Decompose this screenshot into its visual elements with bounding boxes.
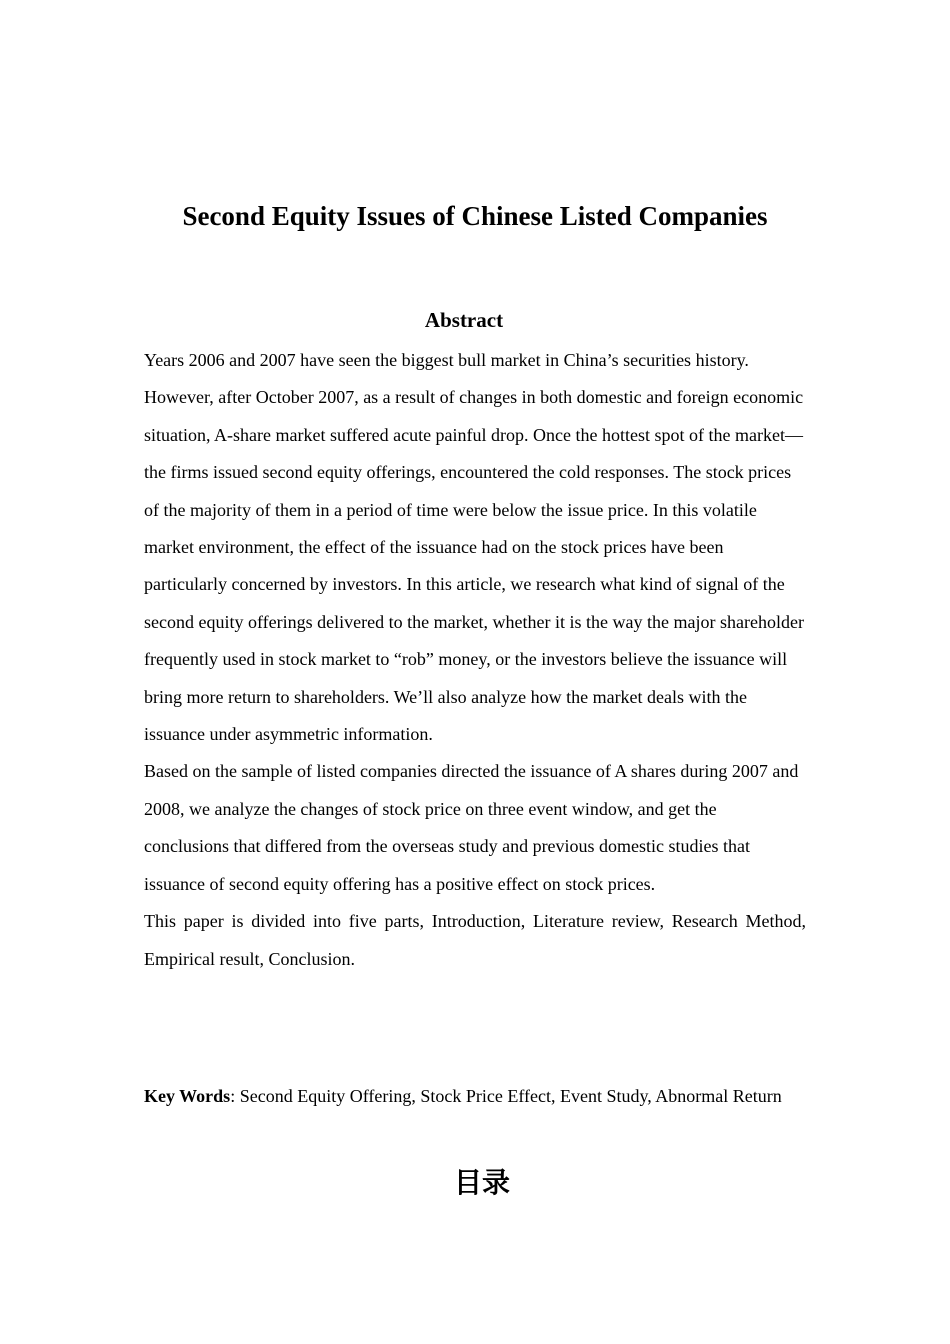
keywords-line [144,1078,806,1115]
keywords-text: Second Equity Offering, Stock Price Effect, Event Study, Abnormal Return [239,1086,782,1106]
keywords-label: Key Words [144,1086,231,1106]
abstract-paragraph-2: Based on the sample of listed companies directed the issuance of A shares during 2007 and 2008, we analyze the changes of stock price on three event window, and get the conclusions that differed from the overseas study and previous domestic studies that issuance of second equity offering has a positive effect on stock prices. [144,761,799,894]
abstract-heading: Abstract [424,308,504,332]
document-title: Second Equity Issues of Chinese Listed Companies [182,201,768,231]
keywords-separator: : [230,1086,240,1106]
abstract-paragraph-3: This paper is divided into five parts, Introduction, Literature review, Research Method, Empirical result, Conclusion. [144,911,806,969]
abstract-paragraph-1: Years 2006 and 2007 have seen the biggest bull market in China’s securities history. However, after October 2007, as a result of changes in both domestic and foreign economic situation, A-share market suffered acute painful drop. Once the hottest spot of the market—the firms issued second equity offerings, encountered the cold responses. The stock prices of the majority of them in a period of time were below the issue price. In this volatile market environment, the effect of the issuance had on the stock prices have been particularly concerned by investors. In this article, we research what kind of signal of the second equity offerings delivered to the market, whether it is the way the major shareholder frequently used in stock market to “rob” money, or the investors believe the issuance will bring more return to shareholders. We’ll also analyze how the market deals with the issuance under asymmetric information. [144,350,804,745]
toc-heading: 目录 [453,1166,510,1199]
abstract-body [144,342,806,978]
